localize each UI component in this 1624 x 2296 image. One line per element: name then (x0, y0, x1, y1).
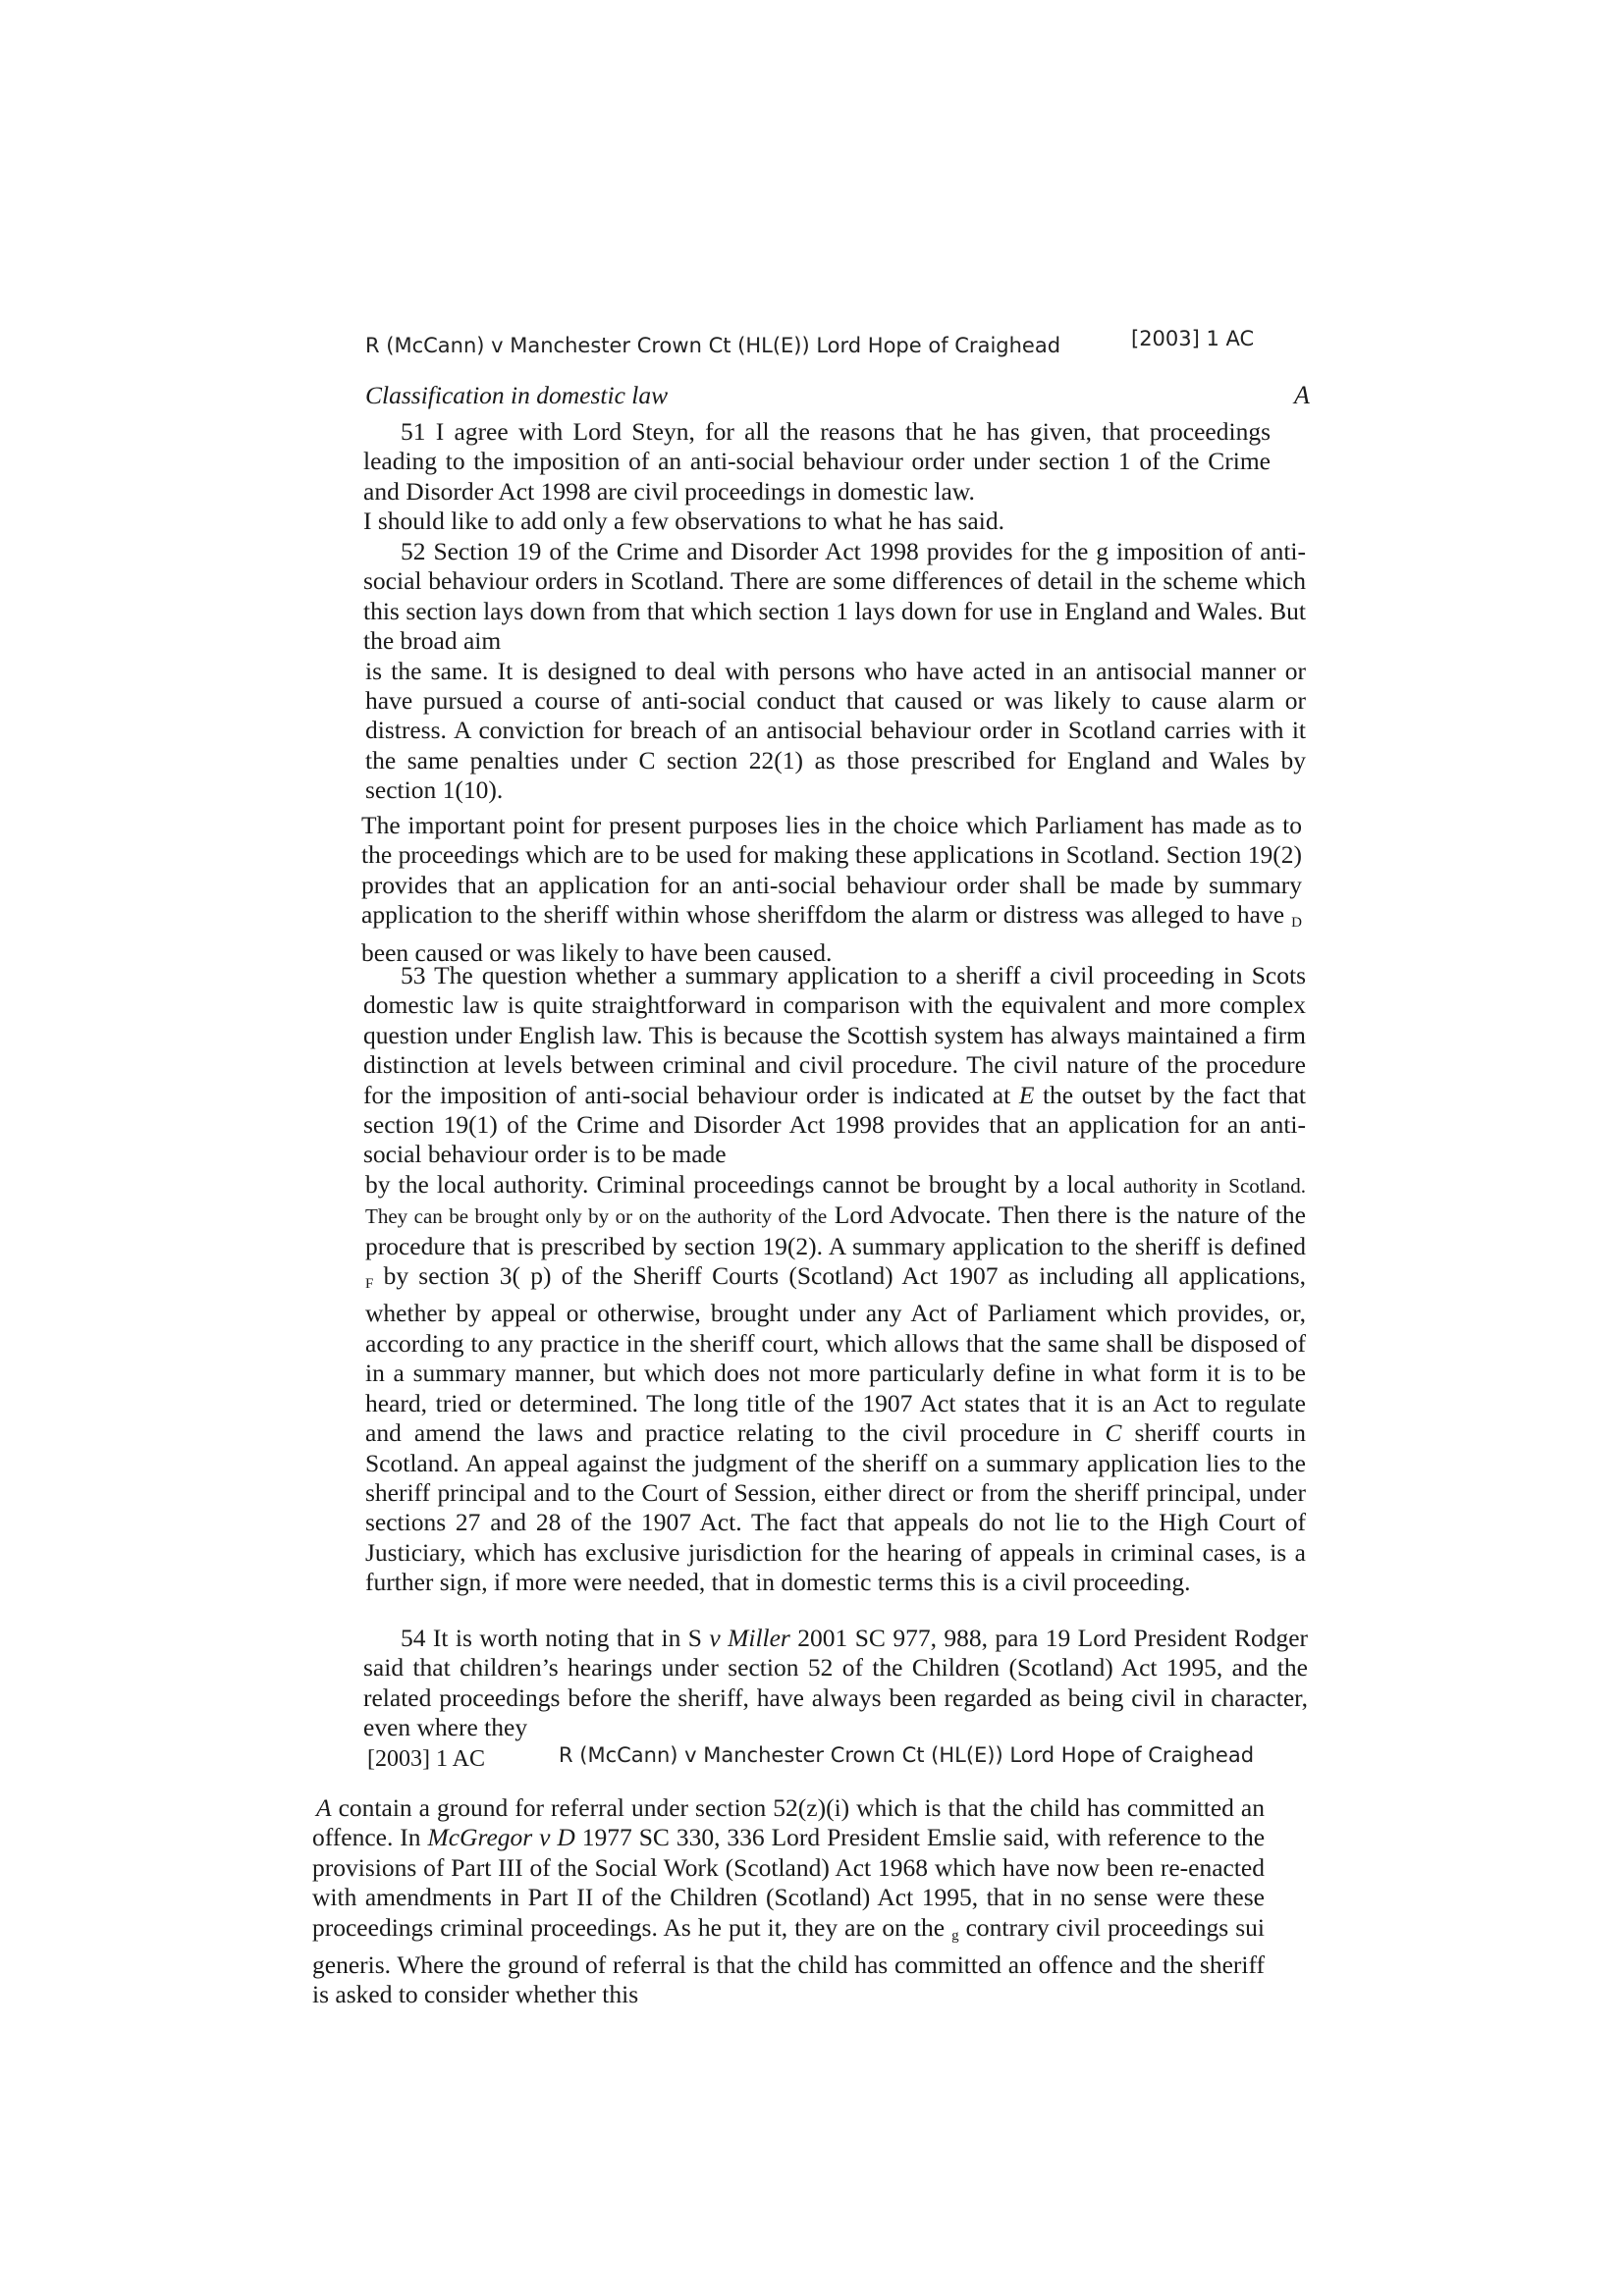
page2-running-head-right: R (McCann) v Manchester Crown Ct (HL(E)) Lord Hope of Craighead (559, 1743, 1255, 1767)
page2-text-c: contrary civil proceedings sui generis. Where the ground of referral is that the child has committed an offence and the sheriff is asked to consider whether this (312, 1912, 1265, 2009)
page2-margin-letter-a: A (316, 1793, 332, 1822)
margin-letter-a: A (1294, 381, 1310, 409)
para-54-text (363, 1624, 1308, 1743)
running-head-right: [2003] 1 AC (1131, 327, 1255, 350)
running-head-left: R (McCann) v Manchester Crown Ct (HL(E)) Lord Hope of Craighead (365, 334, 1061, 357)
important-point-text (361, 811, 1302, 968)
page2-running-head-left: [2003] 1 AC (367, 1746, 485, 1772)
para-53-continuation (365, 1170, 1306, 1598)
para-53-part-e: sheriff courts in Scotland. An appeal against the judgment of the sheriff on a summary application lies to the sheriff principal and to the Court of Session, either direct or from the sheriff principal, under sections 27 and 28 of the 1907 Act. The fact that appeals do not lie to the High Court of Justiciary, which has exclusive jurisdiction for the hearing of appeals in criminal cases, is a further sign, if more were needed, that in domestic terms this is a civil proceeding. (365, 1418, 1307, 1597)
para-53-part-c: by the local authority. Criminal proceedings cannot be brought by a local (365, 1169, 1115, 1199)
para-53-part-a: 53 The question whether a summary application to a sheriff a civil proceeding in Scots domestic law is quite straightforward in comparison with the equivalent and more complex question under English law. This is because the Scottish system has always maintained a firm distinction at levels between criminal and civil procedure. The civil nature of the procedure for the imposition of anti-social behaviour order is indicated at (363, 961, 1306, 1109)
paragraph-52 (363, 537, 1306, 806)
para-53-part-c-rest: Lord Advocate. Then there is the nature of the procedure that is prescribed by section 19(2). A summary application to the sheriff is defined (365, 1201, 1307, 1260)
case-name-mcgregor: McGregor v D (427, 1823, 575, 1852)
para-54-part-b: 2001 SC 977, 988, para 19 Lord President Rodger said that children’s hearings under section 52 of the Children (Scotland) Act 1995, and the related proceedings before the sheriff, have always been regarded as being civil in character, even where they (363, 1624, 1309, 1742)
margin-letter-d: D (1291, 915, 1302, 932)
paragraph-important-point (361, 811, 1302, 968)
important-point-part-a: The important point for present purposes lies in the choice which Parliament has made as to the proceedings which are to be used for making these applications in Scotland. Section 19(2) provides that an application for an anti-social behaviour order shall be made by summary application to the sheriff within whose sheriffdom the alarm or distress was alleged to have (361, 811, 1302, 930)
page2-margin-letter-g: g (951, 1927, 959, 1944)
margin-letter-f: F (365, 1276, 374, 1293)
page2-text-a: contain a ground for referral under section 52(z)(i) which is that the child has committed an offence. In (312, 1793, 1266, 1852)
paragraph-54 (363, 1624, 1308, 1743)
para-53-part-b: the outset by the fact that section 19(1) of the Crime and Disorder Act 1998 provides that an application for an anti-social behaviour order is to be made (363, 1080, 1307, 1169)
para-51-text: 51 I agree with Lord Steyn, for all the reasons that he has given, that proceedings leading to the imposition of an anti-social behaviour order under section 1 of the Crime and Disorder Act 1998 are civil proceedings in domestic law. (363, 417, 1271, 506)
para-53-small-a: authority in (1123, 1173, 1221, 1198)
page2-text (312, 1793, 1265, 2010)
paragraph-53 (363, 961, 1306, 1598)
para-52-text: 52 Section 19 of the Crime and Disorder Act 1998 provides for the g imposition of anti-social behaviour orders in Scotland. There are some differences of detail in the scheme which this section lays down from that which section 1 lays down for use in England and Wales. But the broad aim (363, 537, 1306, 656)
para-52-continuation: is the same. It is designed to deal with persons who have acted in an antisocial manner or have pursued a course of anti-social conduct that caused or was likely to cause alarm or distress. A conviction for breach of an antisocial behaviour order in Scotland carries with it the same penalties under C section 22(1) as those prescribed for England and Wales by section 1(10). (365, 656, 1306, 805)
para-53-part-d: by section 3( p) of the Sheriff Courts (Scotland) Act 1907 as including all applications, whether by appeal or otherwise, brought under any Act of Parliament which provides, or, according to any practice in the sheriff court, which allows that the same shall be disposed of in a summary manner, but which does not more particularly define in what form it is to be heard, tried or determined. The long title of the 1907 Act states that it is an Act to regulate and amend the laws and practice relating to the civil procedure in (365, 1261, 1306, 1448)
para-51-continuation: I should like to add only a few observations to what he has said. (363, 507, 1004, 536)
page2-text-b: 1977 SC 330, 336 Lord President Emslie said, with reference to the provisions of Part III of the Social Work (Scotland) Act 1968 which have now been re-enacted with amendments in Part II of the Children (Scotland) Act 1995, that in no sense were these proceedings criminal proceedings. As he put it, they are on the (312, 1823, 1266, 1942)
paragraph-51 (363, 417, 1271, 537)
important-point-part-b: been caused or was likely to have been caused. (361, 937, 833, 967)
para-53-text (363, 961, 1306, 1170)
page2-paragraph (312, 1793, 1265, 2010)
case-name-miller: v Miller (709, 1624, 790, 1652)
margin-letter-e: E (1018, 1080, 1035, 1109)
para-53-small-b: Scotland. They can be brought only by or on the authority of the (365, 1173, 1307, 1229)
margin-letter-c: C (1105, 1418, 1122, 1448)
para-54-part-a: 54 It is worth noting that in S (401, 1624, 702, 1652)
section-heading: Classification in domestic law (365, 381, 669, 409)
